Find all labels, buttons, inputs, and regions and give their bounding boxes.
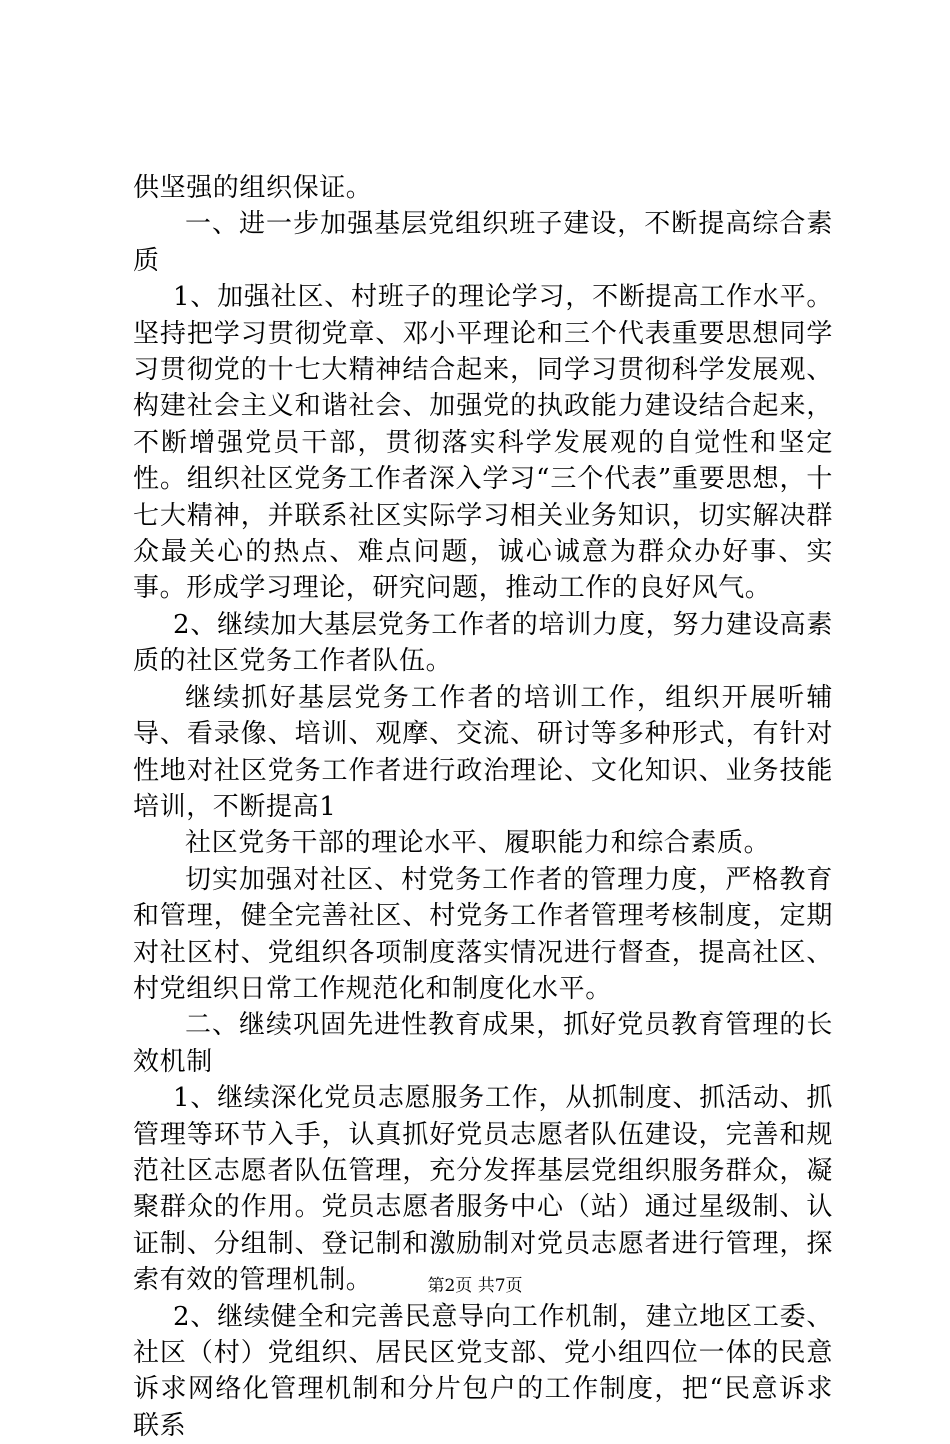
page-footer <box>0 1276 950 1296</box>
paragraph: 社区党务干部的理论水平、履职能力和综合素质。 <box>185 828 771 859</box>
section-heading: 二、继续巩固先进性教育成果，抓好党员教育管理的长效机制 <box>133 1010 833 1077</box>
paragraph: 供坚强的组织保证。 <box>133 173 373 203</box>
paragraph: 2、继续加大基层党务工作者的培训力度，努力建设高素质的社区党务工作者队伍。 <box>133 609 833 677</box>
page-number: 第2页 共7页 <box>427 1276 523 1296</box>
section-heading: 一、进一步加强基层党组织班子建设，不断提高综合素质 <box>133 209 833 276</box>
paragraph: 2、继续健全和完善民意导向工作机制，建立地区工委、社区（村）党组织、居民区党支部、党小组四位一体的民意诉求网络化管理机制和分片包户的工作制度，把“民意诉求联系 <box>133 1301 833 1441</box>
paragraph: 1、加强社区、村班子的理论学习，不断提高工作水平。坚持把学习贯彻党章、邓小平理论和三个代表重要思想同学习贯彻党的十七大精神结合起来，同学习贯彻科学发展观、构建社会主义和谐社会、加强党的执政能力建设结合起来，不断增强党员干部，贯彻落实科学发展观的自觉性和坚定性。组织社区党务工作者深入学习“三个代表”重要思想，十七大精神，并联系社区实际学习相关业务知识，切实解决群众最关心的热点、难点问题，诚心诚意为群众办好事、实事。形成学习理论，研究问题，推动工作的良好风气。 <box>133 282 833 604</box>
document-body <box>133 170 833 1444</box>
paragraph: 1、继续深化党员志愿服务工作，从抓制度、抓活动、抓管理等环节入手，认真抓好党员志愿者队伍建设，完善和规范社区志愿者队伍管理，充分发挥基层党组织服务群众，凝聚群众的作用。党员志愿者服务中心（站）通过星级制、认证制、分组制、登记制和激励制对党员志愿者进行管理，探索有效的管理机制。 <box>133 1083 833 1296</box>
paragraph: 继续抓好基层党务工作者的培训工作，组织开展听辅导、看录像、培训、观摩、交流、研讨等多种形式，有针对性地对社区党务工作者进行政治理论、文化知识、业务技能培训，不断提高1 <box>133 682 833 822</box>
paragraph: 切实加强对社区、村党务工作者的管理力度，严格教育和管理，健全完善社区、村党务工作者管理考核制度，定期对社区村、党组织各项制度落实情况进行督查，提高社区、村党组织日常工作规范化和制度化水平。 <box>133 864 833 1004</box>
